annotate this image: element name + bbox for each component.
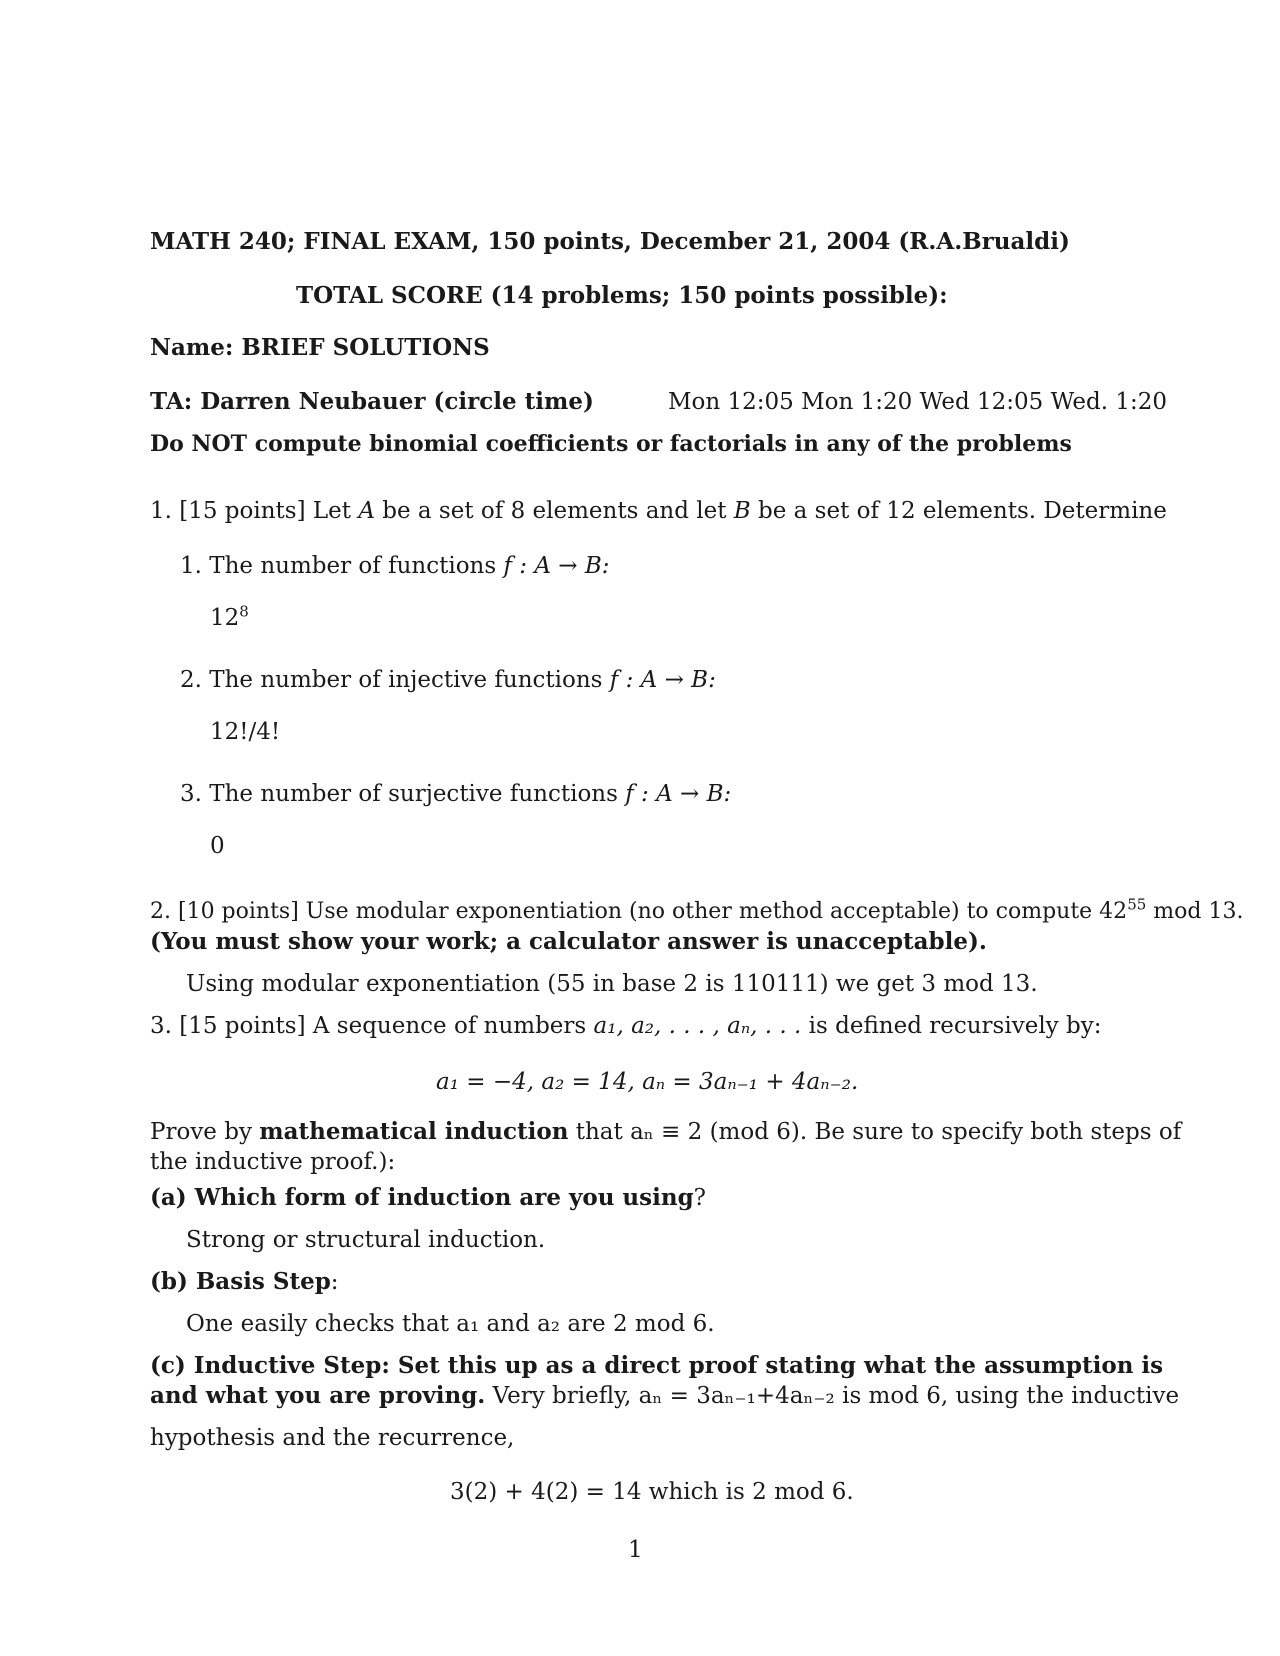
problem-1-part-2 bbox=[180, 666, 716, 694]
question-a-label: (a) Which form of induction are you using bbox=[150, 1184, 694, 1211]
problem-1-part-1 bbox=[180, 552, 610, 580]
problem-2-bold-note: (You must show your work; a calculator answer is unacceptable). bbox=[150, 928, 987, 955]
question-c-bold: and what you are proving. bbox=[150, 1382, 486, 1409]
problem-3-intro: 3. [15 points] A sequence of numbers bbox=[150, 1013, 587, 1039]
time-option: Wed. 1:20 bbox=[1050, 389, 1167, 415]
question-c-rest: : Set this up as a direct proof stating what the assumption is bbox=[381, 1352, 1164, 1379]
problem-1-suffix: be a set of 12 elements. Determine bbox=[758, 498, 1167, 524]
var-a: A bbox=[358, 498, 375, 524]
problem-2-text: 2. [10 points] Use modular exponentiation (no other method acceptable) to compute 42 bbox=[150, 899, 1128, 924]
page-number: 1 bbox=[628, 1537, 643, 1563]
question-c bbox=[150, 1352, 1163, 1380]
instruction-line: Do NOT compute binomial coefficients or factorials in any of the problems bbox=[150, 431, 1072, 457]
problem-1-answer-1 bbox=[210, 604, 249, 632]
part-label: 3. The number of surjective functions bbox=[180, 781, 618, 807]
prove-line-2: the inductive proof.): bbox=[150, 1149, 396, 1175]
function-notation: f : A → B: bbox=[625, 781, 732, 807]
prove-text: Prove by bbox=[150, 1119, 252, 1145]
prove-line bbox=[150, 1118, 1181, 1146]
question-mark: ? bbox=[693, 1185, 706, 1211]
exam-title: MATH 240; FINAL EXAM, 150 points, December 21, 2004 (R.A.Brualdi) bbox=[150, 228, 1070, 255]
time-option: Wed 12:05 bbox=[919, 389, 1044, 415]
time-options bbox=[668, 388, 1167, 416]
recurrence-relation: a₁ = −4, a₂ = 14, aₙ = 3aₙ₋₁ + 4aₙ₋₂. bbox=[436, 1069, 859, 1095]
question-c-text: Very briefly, aₙ = 3aₙ₋₁+4aₙ₋₂ is mod 6, using the inductive bbox=[485, 1383, 1180, 1409]
name-label: Name: bbox=[150, 334, 234, 361]
time-option: Mon 12:05 bbox=[668, 389, 794, 415]
question-c-line-3: hypothesis and the recurrence, bbox=[150, 1425, 515, 1451]
answer-a: Strong or structural induction. bbox=[186, 1227, 546, 1253]
problem-2-statement bbox=[150, 895, 1244, 926]
answer-base: 12 bbox=[210, 605, 240, 631]
inductive-result: 3(2) + 4(2) = 14 which is 2 mod 6. bbox=[450, 1479, 854, 1505]
problem-2-mod: mod 13. bbox=[1146, 899, 1244, 924]
time-option: Mon 1:20 bbox=[801, 389, 913, 415]
problem-1-statement bbox=[150, 497, 1167, 525]
sequence-notation: a₁, a₂, . . . , aₙ, . . . bbox=[593, 1013, 802, 1039]
problem-1-answer-3: 0 bbox=[210, 833, 225, 859]
question-c-label: (c) Inductive Step bbox=[150, 1352, 382, 1379]
problem-1-part-3 bbox=[180, 780, 731, 808]
problem-2-exponent: 55 bbox=[1127, 895, 1147, 914]
ta-line: TA: Darren Neubauer (circle time) bbox=[150, 388, 594, 415]
colon: : bbox=[330, 1269, 339, 1295]
total-score-line: TOTAL SCORE (14 problems; 150 points possible): bbox=[296, 282, 948, 309]
problem-1-prefix: 1. [15 points] Let bbox=[150, 498, 352, 524]
problem-2-answer: Using modular exponentiation (55 in base 2 is 110111) we get 3 mod 13. bbox=[186, 971, 1038, 997]
name-line bbox=[150, 334, 490, 362]
prove-bold: mathematical induction bbox=[259, 1118, 569, 1145]
problem-3-statement bbox=[150, 1012, 1101, 1040]
name-value: BRIEF SOLUTIONS bbox=[241, 334, 490, 361]
problem-1-mid: be a set of 8 elements and let bbox=[382, 498, 727, 524]
question-b-label: (b) Basis Step bbox=[150, 1268, 331, 1295]
question-c-line-2 bbox=[150, 1382, 1179, 1410]
problem-3-intro-end: is defined recursively by: bbox=[808, 1013, 1102, 1039]
function-notation: f : A → B: bbox=[503, 553, 610, 579]
var-b: B bbox=[733, 498, 751, 524]
answer-exponent: 8 bbox=[239, 602, 249, 621]
prove-congruence: aₙ ≡ 2 (mod 6). Be sure to specify both steps of bbox=[630, 1119, 1182, 1145]
answer-b: One easily checks that a₁ and a₂ are 2 mod 6. bbox=[186, 1311, 715, 1337]
question-a bbox=[150, 1184, 706, 1212]
question-b bbox=[150, 1268, 339, 1296]
part-label: 2. The number of injective functions bbox=[180, 667, 603, 693]
prove-text: that bbox=[575, 1119, 623, 1145]
problem-1-answer-2: 12!/4! bbox=[210, 719, 281, 745]
function-notation: f : A → B: bbox=[609, 667, 716, 693]
part-label: 1. The number of functions bbox=[180, 553, 497, 579]
